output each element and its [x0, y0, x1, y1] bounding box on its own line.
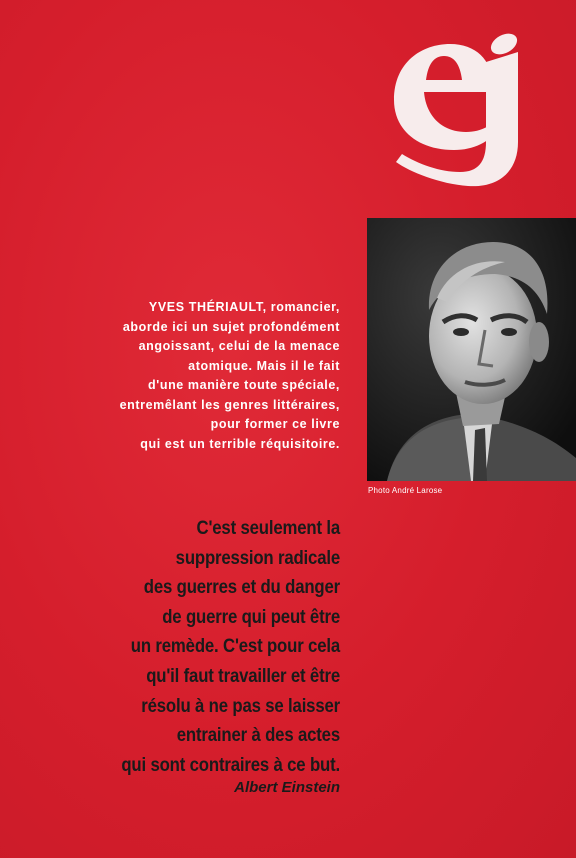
quote-line: un remède. C'est pour cela [130, 635, 340, 658]
quote-line: résolu à ne pas se laisser [141, 694, 340, 717]
ej-logo-icon [388, 22, 528, 192]
photo-credit: Photo André Larose [368, 486, 443, 495]
quote-line: qui sont contraires à ce but. [121, 753, 340, 776]
bio-line: atomique. Mais il le fait [188, 358, 340, 373]
bio-line: d'une manière toute spéciale, [148, 378, 340, 392]
quote-line: suppression radicale [175, 546, 340, 569]
quote-line: qu'il faut travailler et être [146, 664, 340, 687]
quote-line: C'est seulement la [196, 517, 340, 539]
author-bio [40, 298, 340, 454]
author-photo [367, 218, 576, 481]
quote-author: Albert Einstein [234, 779, 340, 796]
publisher-logo [388, 22, 528, 192]
quote-line: des guerres et du danger [143, 576, 340, 599]
quote-line: de guerre qui peut être [162, 605, 340, 628]
bio-line: qui est un terrible réquisitoire. [140, 436, 340, 451]
bio-line: pour former ce livre [210, 417, 340, 431]
bio-line: YVES THÉRIAULT, romancier, [148, 300, 340, 314]
quote-line: entrainer à des actes [176, 724, 340, 747]
einstein-quote [82, 514, 340, 780]
bio-line: entremêlant les genres littéraires, [119, 397, 340, 412]
bio-line: angoissant, celui de la menace [138, 339, 340, 353]
bio-line: aborde ici un sujet profondément [122, 319, 340, 334]
